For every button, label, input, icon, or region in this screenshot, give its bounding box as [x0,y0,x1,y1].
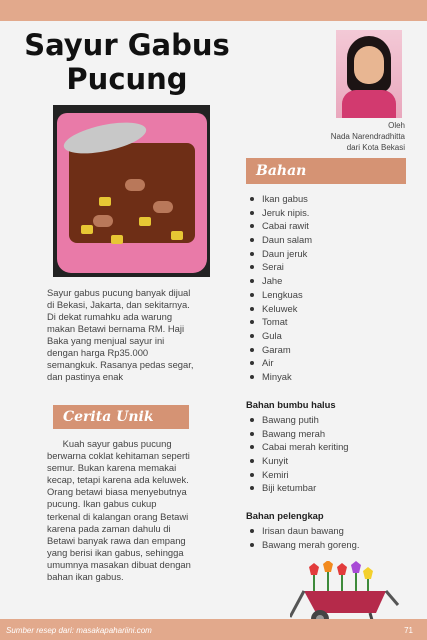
story-line: bahan ikan gabus. [47,571,124,583]
list-item: Air [250,356,312,370]
list-item: Gula [250,329,312,343]
list-item: Lengkuas [250,288,312,302]
bullet-icon [250,348,254,352]
list-item: Serai [250,260,312,274]
intro-line: makan Betawi bernama RM. Haji [47,323,185,334]
intro-line: Baka yang menjual sayur ini [47,335,165,346]
list-item: Jeruk nipis. [250,206,312,220]
bullet-icon [250,432,254,436]
list-item: Daun salam [250,233,312,247]
list-item: Cabai rawit [250,219,312,233]
story-line: semur. Bukan karena memakai [47,462,177,474]
story-line: umumnya masakan dibuat dengan [47,558,191,570]
bahan-label: Bahan [246,158,406,184]
bullet-icon [250,252,254,256]
intro-line: dan pastinya enak [47,371,124,382]
bullet-icon [250,529,254,533]
bullet-icon [250,473,254,477]
title-line-2: Pucung [66,62,188,96]
bullet-icon [250,459,254,463]
intro-line: dengan harga Rp35.000 [47,347,149,358]
bullet-icon [250,197,254,201]
intro-line: Sayur gabus pucung banyak dijual [47,287,191,298]
top-bar [0,0,427,21]
page-title [12,28,242,96]
list-item: Kunyit [250,454,349,468]
list-item: Tomat [250,315,312,329]
bullet-icon [250,361,254,365]
bumbu-list [250,413,349,495]
source-footer: Sumber resep dari: masakapahariini.com [6,626,152,635]
list-item: Jahe [250,274,312,288]
story-line: Betawi banyak rawa dan empang [47,534,186,546]
list-item: Kemiri [250,468,349,482]
list-item: Minyak [250,370,312,384]
pelengkap-list [250,524,359,551]
story-line: kecap, tetapi karena ada keluwek. [47,474,189,486]
bullet-icon [250,543,254,547]
bullet-icon [250,293,254,297]
intro-paragraph [47,287,232,383]
food-photo [53,105,210,277]
author-city: dari Kota Bekasi [346,143,405,152]
title-line-1: Sayur Gabus [24,28,230,62]
bullet-icon [250,320,254,324]
story-paragraph [47,438,237,583]
story-line: terkenal di kalangan orang Betawi [47,510,189,522]
pelengkap-heading: Bahan pelengkap [246,510,324,521]
bullet-icon [250,307,254,311]
intro-line: Di dekat rumahku ada warung [47,311,173,322]
cerita-unik-label: Cerita Unik [53,405,189,429]
intro-line: semangkuk. Rasanya pedas segar, [47,359,194,370]
intro-line: di Bekasi, Jakarta, dan sekitarnya. [47,299,190,310]
bullet-icon [250,238,254,242]
list-item: Bawang merah [250,427,349,441]
list-item: Irisan daun bawang [250,524,359,538]
bullet-icon [250,375,254,379]
list-item: Daun jeruk [250,247,312,261]
story-line: pucung. Ikan gabus cukup [47,498,157,510]
bullet-icon [250,445,254,449]
bullet-icon [250,334,254,338]
bullet-icon [250,224,254,228]
list-item: Biji ketumbar [250,481,349,495]
author-credit [245,120,405,153]
list-item: Bawang merah goreng. [250,538,359,552]
bullet-icon [250,265,254,269]
story-line: Orang betawi biasa menyebutnya [47,486,187,498]
list-item: Garam [250,343,312,357]
author-portrait [336,30,402,118]
page-number: 71 [404,626,413,635]
bahan-list [250,192,312,384]
bumbu-heading: Bahan bumbu halus [246,399,336,410]
story-line: berwarna coklat kehitaman seperti [47,450,190,462]
bullet-icon [250,486,254,490]
list-item: Cabai merah keriting [250,440,349,454]
story-line: yang berisi ikan gabus, sehingga [47,546,184,558]
story-line: Kuah sayur gabus pucung [47,438,172,449]
list-item: Keluwek [250,302,312,316]
bottom-bar [0,619,427,640]
author-by: Oleh [388,121,405,130]
list-item: Bawang putih [250,413,349,427]
story-line: karena pada zaman dahulu di [47,522,171,534]
author-name: Nada Narendradhitta [330,132,405,141]
bullet-icon [250,279,254,283]
list-item: Ikan gabus [250,192,312,206]
bullet-icon [250,211,254,215]
bullet-icon [250,418,254,422]
